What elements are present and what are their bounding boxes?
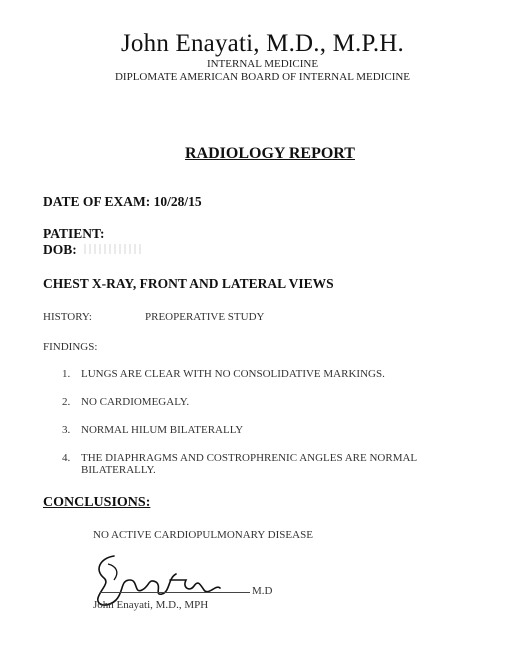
physician-name: John Enayati, M.D., M.P.H. [121, 30, 404, 57]
patient-label: PATIENT: [43, 226, 105, 241]
report-title: RADIOLOGY REPORT [185, 145, 355, 162]
conclusions-heading: CONCLUSIONS: [43, 495, 151, 510]
finding-item [62, 452, 492, 476]
board-certification: DIPLOMATE AMERICAN BOARD OF INTERNAL MEDICINE [114, 71, 411, 83]
finding-number: 4. [62, 452, 71, 464]
finding-item [62, 424, 492, 436]
finding-text: NORMAL HILUM BILATERALLY [81, 424, 244, 436]
exam-date: DATE OF EXAM: 10/28/15 [43, 194, 202, 209]
finding-text: THE DIAPHRAGMS AND COSTROPHRENIC ANGLES ARE NORMAL BILATERALLY. [81, 452, 417, 476]
history-label: HISTORY: [43, 311, 92, 323]
signer-name: John Enayati, M.D., MPH [93, 599, 209, 611]
signature-line [100, 592, 250, 593]
finding-text: LUNGS ARE CLEAR WITH NO CONSOLIDATIVE MARKINGS. [81, 368, 385, 380]
dob-label: DOB: [43, 242, 77, 257]
redacted-dob [84, 244, 144, 254]
conclusion-text: NO ACTIVE CARDIOPULMONARY DISEASE [93, 529, 313, 541]
finding-number: 3. [62, 424, 71, 436]
finding-number: 1. [62, 368, 71, 380]
specialty: INTERNAL MEDICINE [206, 58, 319, 70]
finding-item [62, 368, 492, 380]
history-value: PREOPERATIVE STUDY [145, 311, 265, 323]
signature-suffix: M.D [252, 585, 273, 597]
exam-type: CHEST X-RAY, FRONT AND LATERAL VIEWS [43, 276, 334, 291]
findings-label: FINDINGS: [43, 341, 98, 353]
finding-number: 2. [62, 396, 71, 408]
finding-text: NO CARDIOMEGALY. [81, 396, 190, 408]
finding-item [62, 396, 492, 408]
